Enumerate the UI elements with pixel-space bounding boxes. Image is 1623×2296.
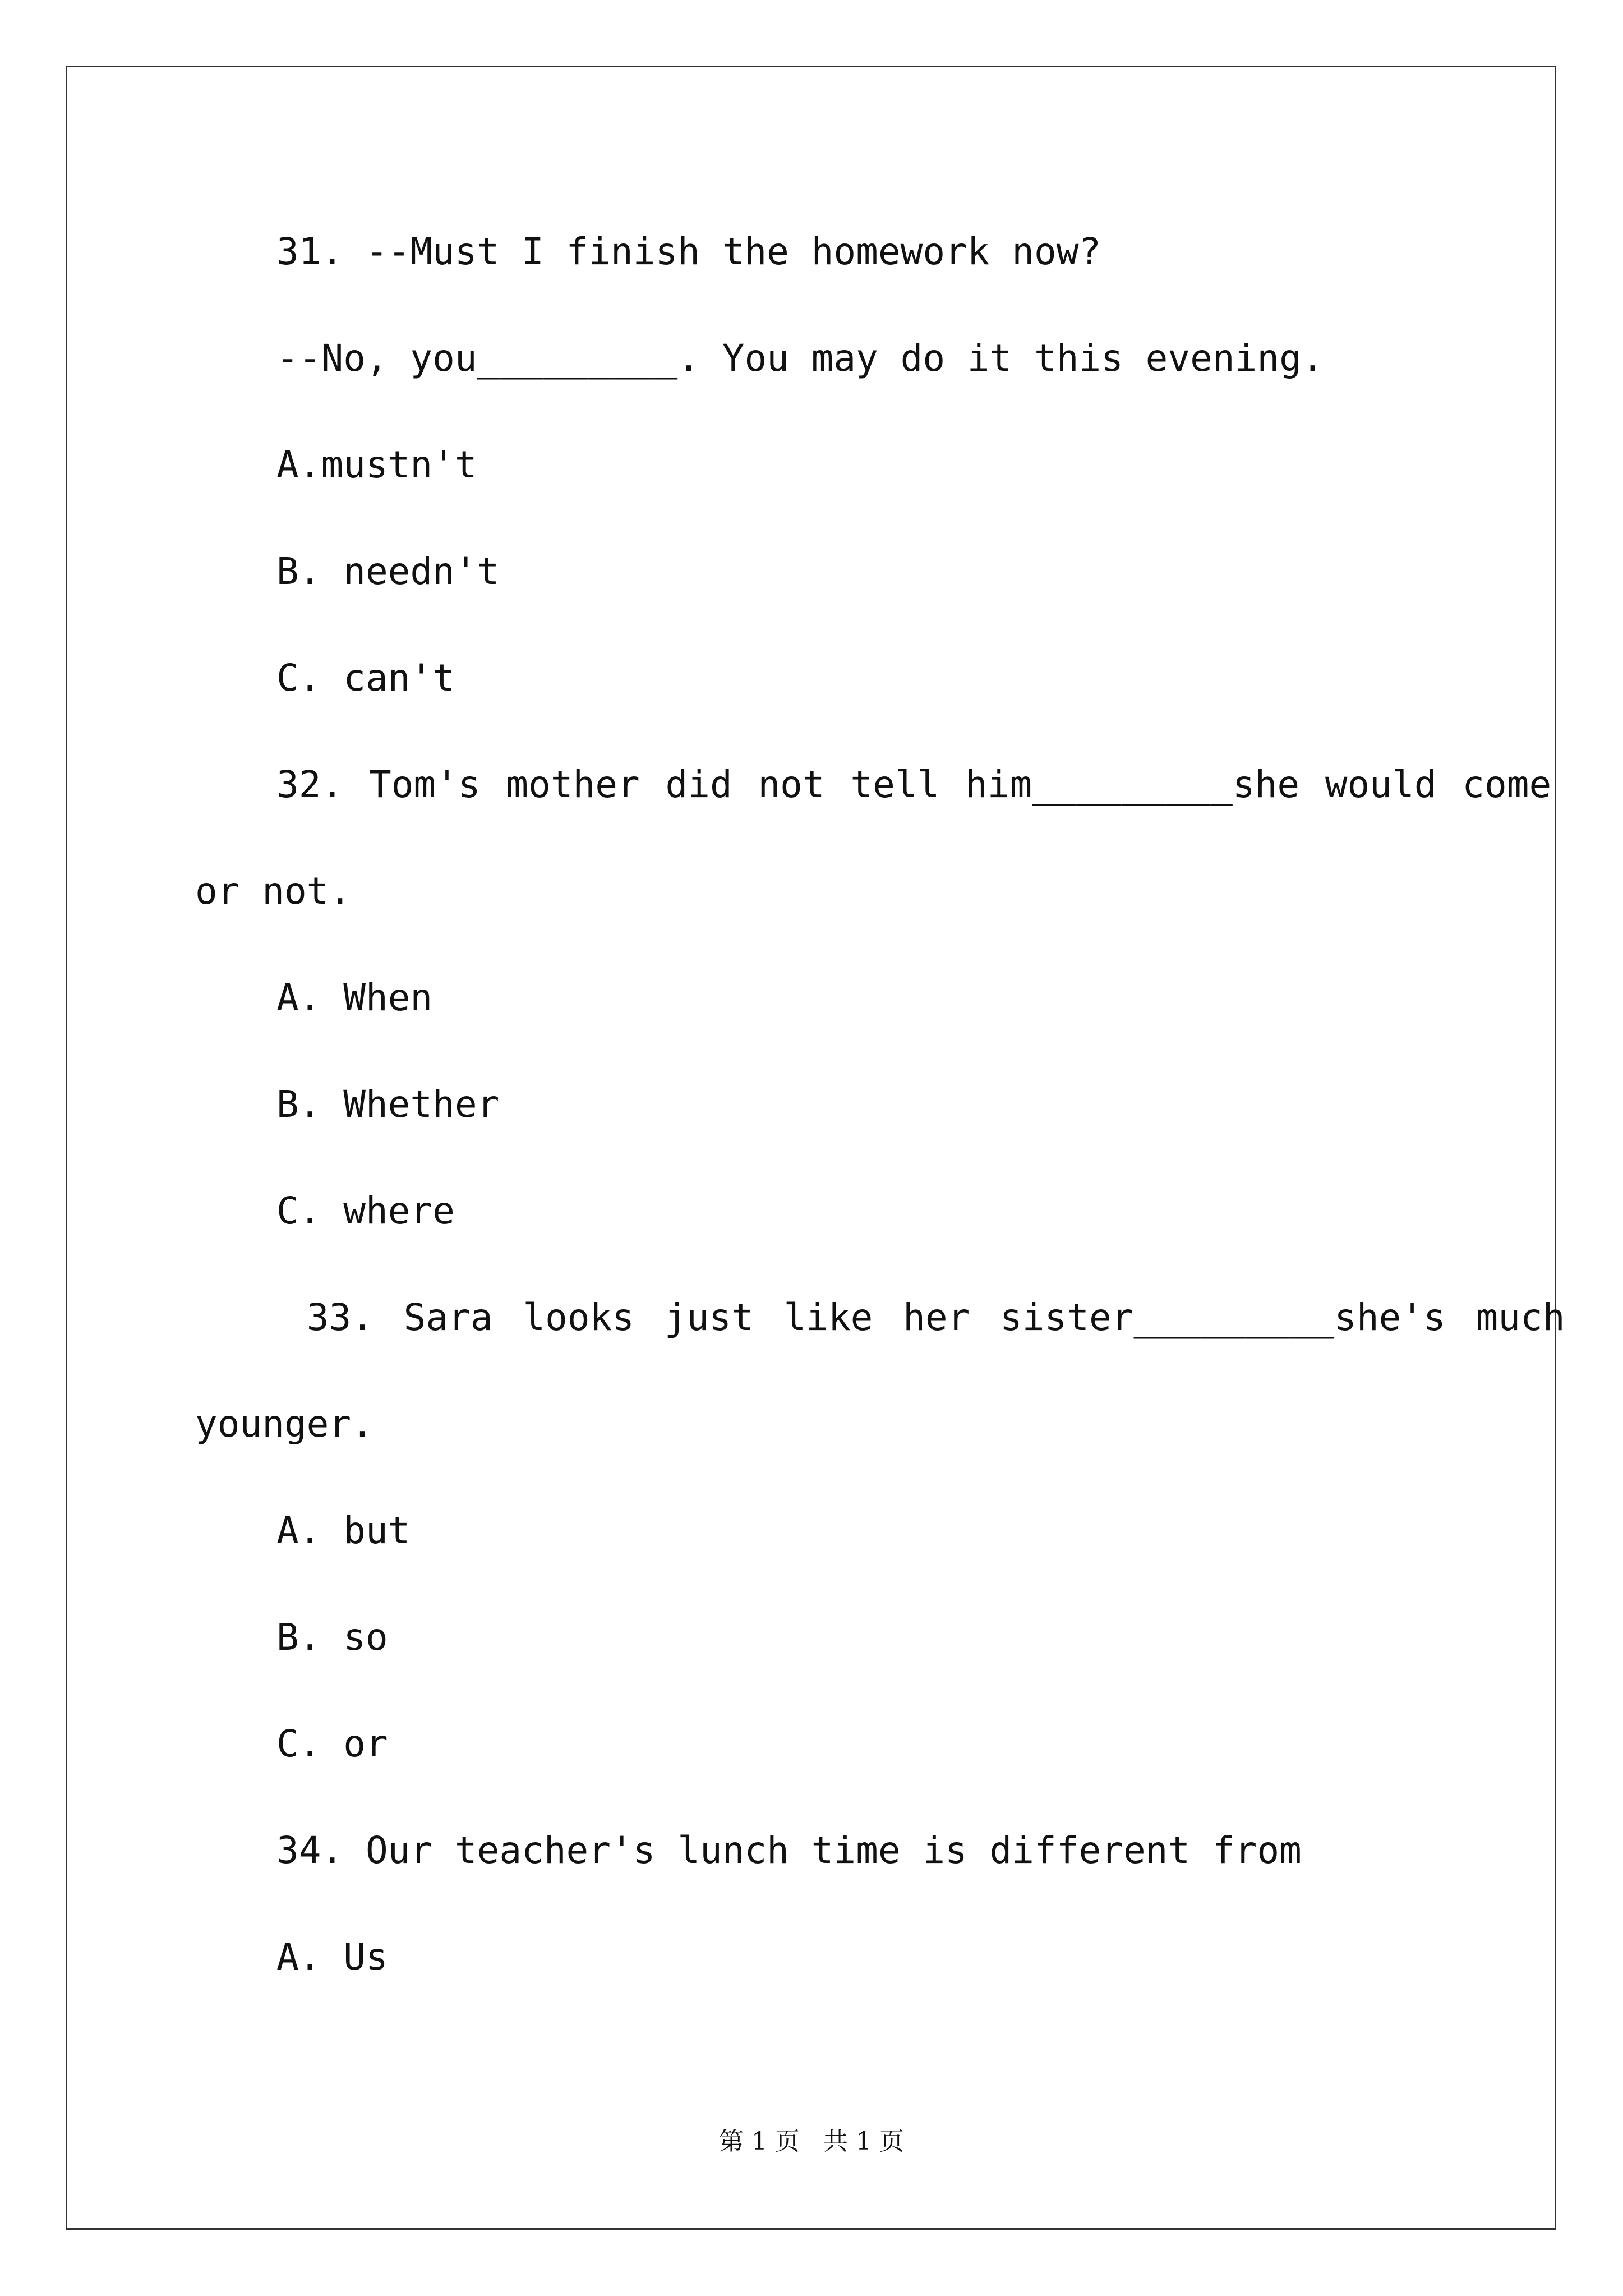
- question-32-option-b: B. Whether: [276, 1083, 500, 1126]
- question-31-stem: 31. --Must I finish the homework now?: [276, 230, 1101, 273]
- question-33-stem-line2: younger.: [195, 1402, 374, 1446]
- question-32-stem-line1: 32. Tom's mother did not tell him_________she would come: [276, 763, 1552, 806]
- page-frame: [66, 66, 1556, 2230]
- page-footer: 第 1 页 共 1 页: [719, 2127, 904, 2156]
- question-34-option-a: A. Us: [276, 1935, 388, 1978]
- question-33-option-c: C. or: [276, 1722, 388, 1765]
- question-31-option-c: C. can't: [276, 656, 455, 700]
- question-34-stem: 34. Our teacher's lunch time is different from: [276, 1829, 1302, 1872]
- question-31-reply: --No, you_________. You may do it this evening.: [276, 337, 1324, 380]
- question-32-option-c: C. where: [276, 1189, 455, 1232]
- question-31-option-b: B. needn't: [276, 550, 500, 593]
- question-33-option-a: A. but: [276, 1509, 411, 1552]
- question-33-option-b: B. so: [276, 1616, 388, 1659]
- question-33-stem-line1: 33. Sara looks just like her sister_________she's much: [276, 1296, 1565, 1339]
- question-32-option-a: A. When: [276, 976, 433, 1019]
- question-32-stem-line2: or not.: [195, 869, 352, 913]
- question-31-option-a: A.mustn't: [276, 443, 477, 486]
